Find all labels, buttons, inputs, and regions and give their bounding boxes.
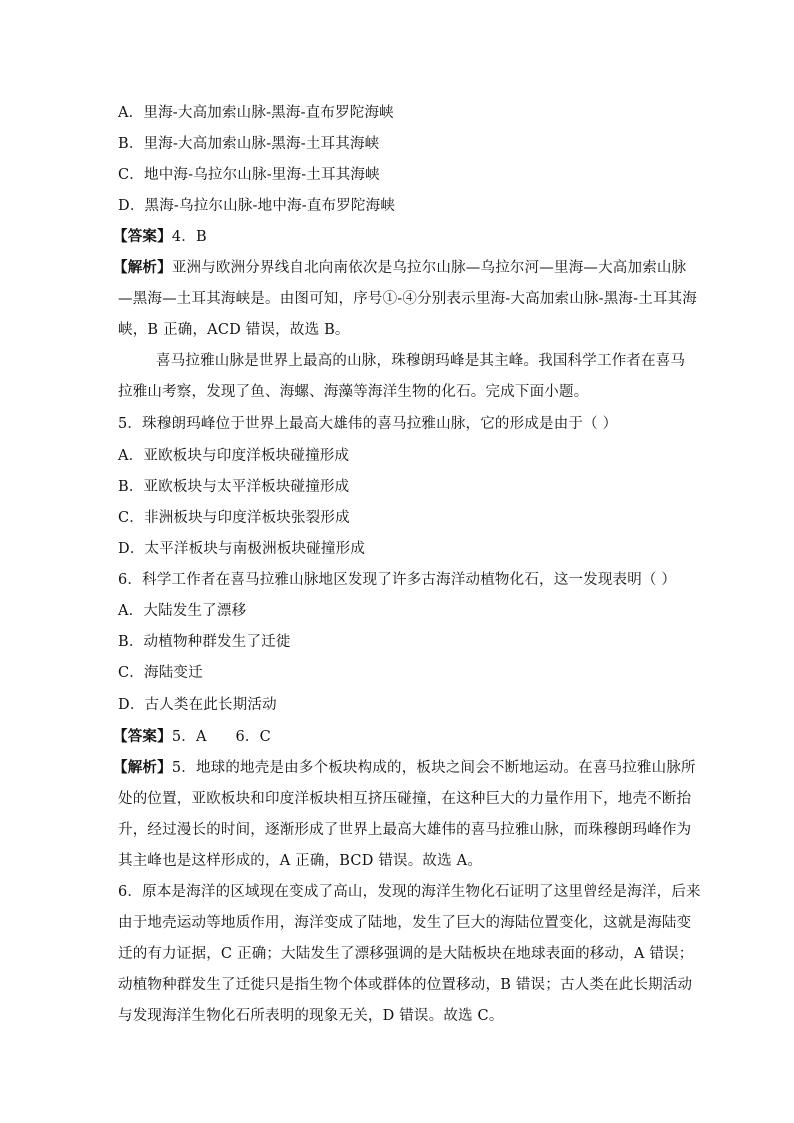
analysis-text: 亚洲与欧洲分界线自北向南依次是乌拉尔山脉—乌拉尔河—里海—大高加索山脉: [171, 260, 687, 276]
q6-analysis-line-4: 动植物种群发生了迁徙只是指生物个体或群体的位置移动，B 错误；古人类在此长期活动: [118, 977, 693, 993]
q5-analysis-line-4: 其主峰也是这样形成的，A 正确，BCD 错误。故选 A。: [118, 853, 483, 869]
q4-analysis-line-2: —黑海—土耳其海峡是。由图可知，序号①-④分别表示里海-大高加索山脉-黑海-土耳其海: [118, 291, 697, 307]
analysis-tag: 【解析】: [113, 759, 172, 776]
passage-line-2: 拉雅山考察，发现了鱼、海螺、海藻等海洋生物的化石。完成下面小题。: [118, 384, 589, 400]
q5-analysis-line-1: [113, 758, 696, 778]
analysis-tag: 【解析】: [113, 259, 172, 276]
q5-option-a: A．亚欧板块与印度洋板块碰撞形成: [118, 448, 350, 464]
q6-analysis-line-2: 由于地壳运动等地质作用，海洋变成了陆地，发生了巨大的海陆位置变化，这就是海陆变: [118, 915, 692, 931]
q5-analysis-line-3: 升，经过漫长的时间，逐渐形成了世界上最高大雄伟的喜马拉雅山脉，而珠穆朗玛峰作为: [118, 822, 692, 838]
answer-value: 4．B: [171, 229, 207, 245]
q4-analysis-line-3: 峡，B 正确，ACD 错误，故选 B。: [118, 322, 350, 338]
q56-answer: [113, 727, 673, 747]
analysis-text: 5．地球的地壳是由多个板块构成的，板块之间会不断地运动。在喜马拉雅山脉所: [171, 760, 696, 776]
q6-stem: 6．科学工作者在喜马拉雅山脉地区发现了许多古海洋动植物化石，这一发现表明（ ）: [118, 572, 677, 588]
passage-line-1: 喜马拉雅山脉是世界上最高的山脉，珠穆朗玛峰是其主峰。我国科学工作者在喜马: [156, 353, 686, 369]
q6-option-b: B．动植物种群发生了迁徙: [118, 634, 291, 650]
q4-option-a: A．里海-大高加索山脉-黑海-直布罗陀海峡: [118, 105, 394, 121]
answer-tag: 【答案】: [113, 228, 172, 245]
q6-analysis-line-1: 6．原本是海洋的区域现在变成了高山，发现的海洋生物化石证明了这里曾经是海洋，后来: [118, 884, 701, 900]
q6-option-a: A．大陆发生了漂移: [118, 603, 247, 619]
q4-answer: [113, 227, 673, 247]
q5-analysis-line-2: 处的位置，亚欧板块和印度洋板块相互挤压碰撞，在这种巨大的力量作用下，地壳不断抬: [118, 791, 692, 807]
q4-analysis-line-1: [113, 258, 687, 278]
answer-value: 5．A 6．C: [171, 729, 271, 745]
q6-option-c: C．海陆变迁: [118, 665, 203, 681]
q5-option-d: D．太平洋板块与南极洲板块碰撞形成: [118, 541, 366, 557]
q4-option-d: D．黑海-乌拉尔山脉-地中海-直布罗陀海峡: [118, 198, 396, 214]
q4-option-c: C．地中海-乌拉尔山脉-里海-土耳其海峡: [118, 167, 380, 183]
q4-option-b: B．里海-大高加索山脉-黑海-土耳其海峡: [118, 136, 380, 152]
q5-option-b: B．亚欧板块与太平洋板块碰撞形成: [118, 479, 350, 495]
q6-option-d: D．古人类在此长期活动: [118, 697, 277, 713]
q6-analysis-line-3: 迁的有力证据，C 正确；大陆发生了漂移强调的是大陆板块在地球表面的移动，A 错误；: [118, 946, 694, 962]
q5-stem: 5．珠穆朗玛峰位于世界上最高大雄伟的喜马拉雅山脉，它的形成是由于（ ）: [118, 416, 618, 432]
q6-analysis-line-5: 与发现海洋生物化石所表明的现象无关，D 错误。故选 C。: [118, 1008, 504, 1024]
answer-tag: 【答案】: [113, 728, 172, 745]
q5-option-c: C．非洲板块与印度洋板块张裂形成: [118, 510, 350, 526]
